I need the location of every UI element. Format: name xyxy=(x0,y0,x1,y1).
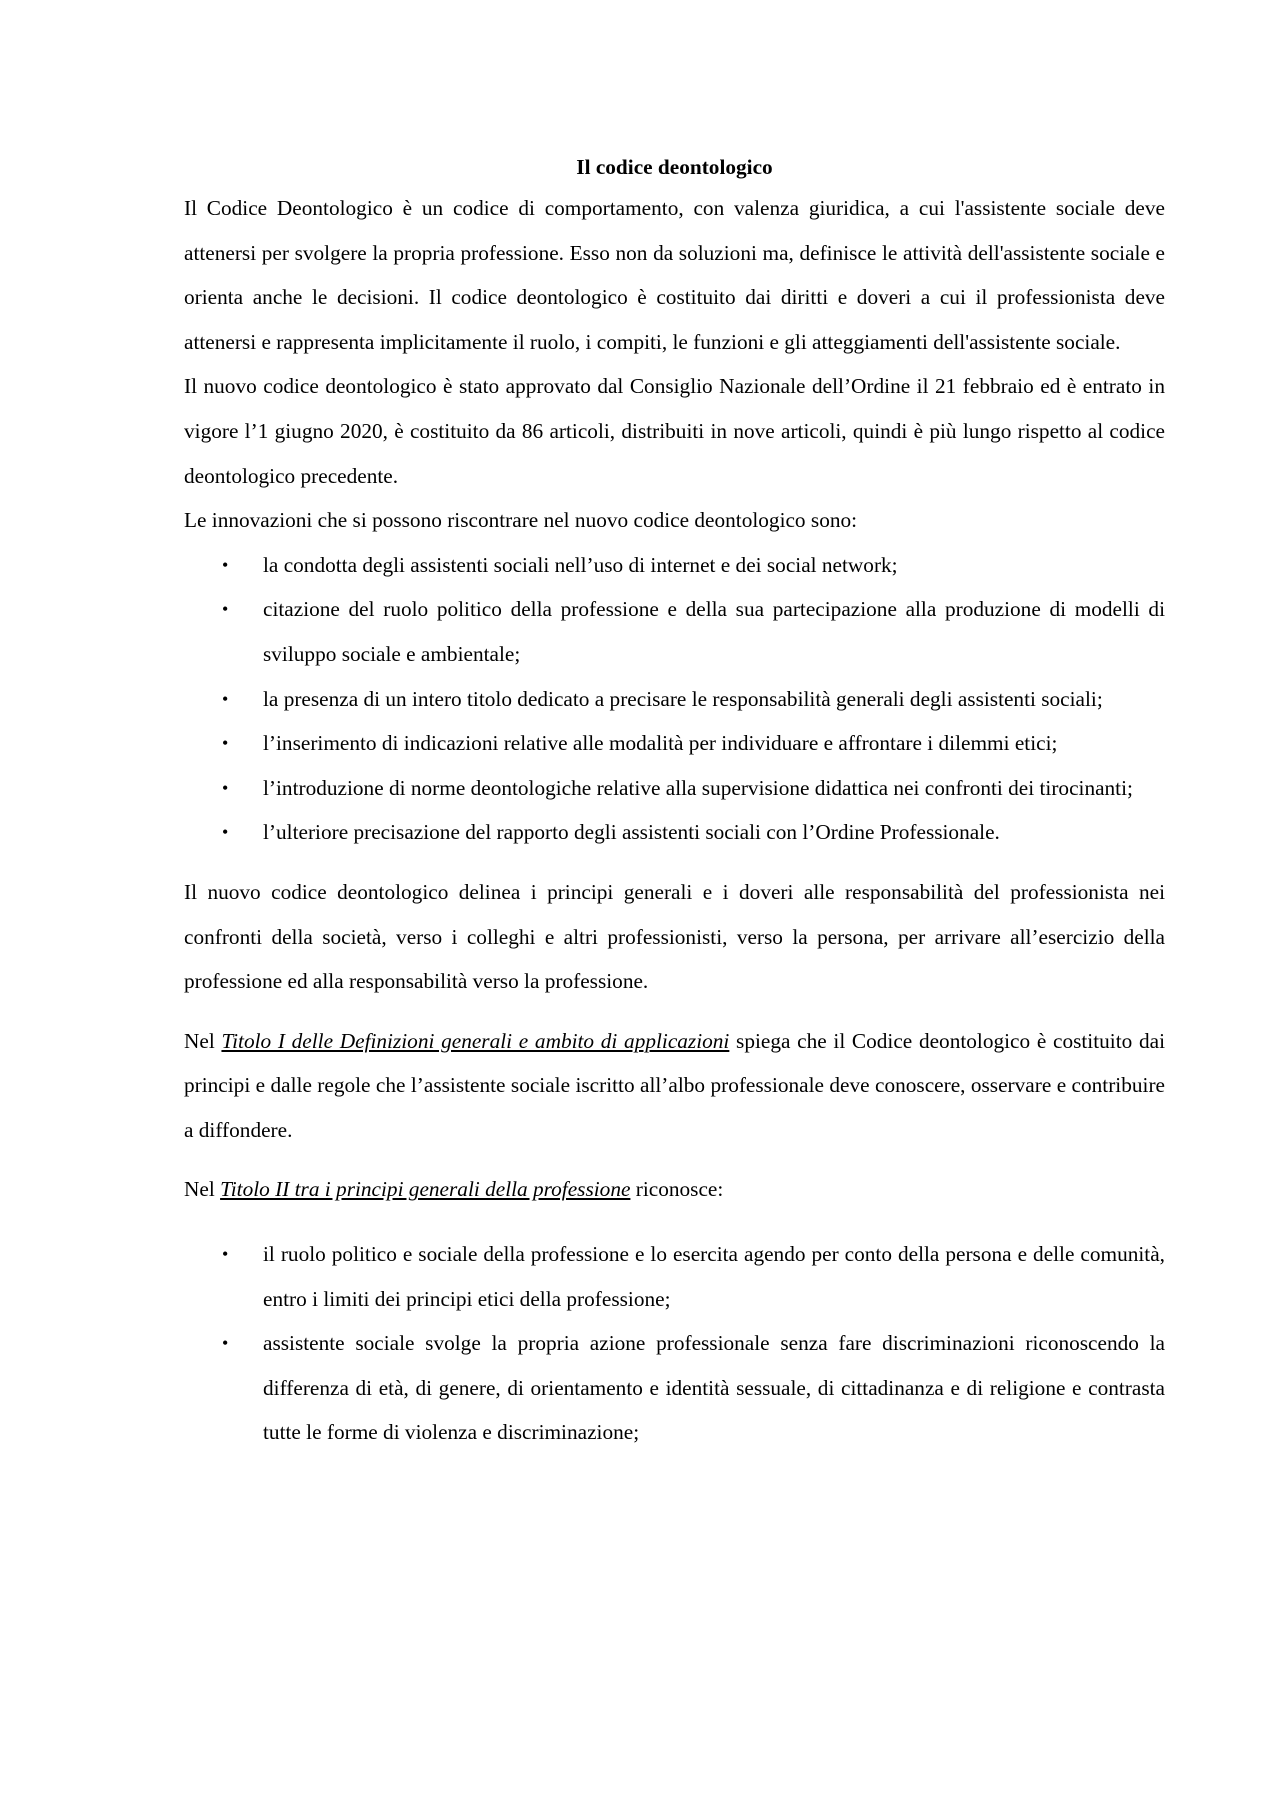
list-item-text: l’ulteriore precisazione del rapporto degli assistenti sociali con l’Ordine Professionale. xyxy=(263,820,1000,845)
list-item-text: l’introduzione di norme deontologiche relative alla supervisione didattica nei confronti dei tirocinanti; xyxy=(263,775,1133,800)
document-page xyxy=(184,148,1165,1455)
list-item-text: il ruolo politico e sociale della professione e lo esercita agendo per conto della persona e delle comunità, entro i limiti dei principi etici della professione; xyxy=(263,1242,1165,1311)
list-item xyxy=(184,543,1165,588)
list-item-text: la condotta degli assistenti sociali nell’uso di internet e dei social network; xyxy=(263,552,898,577)
titolo-1-text: spiega che il Codice deontologico è costituito dai principi e dalle regole che l’assistente sociale iscritto all’albo professionale deve conoscere, osservare e contribuire a diffondere. xyxy=(184,1028,1165,1142)
bullet-icon: • xyxy=(222,1333,229,1354)
list-item xyxy=(184,587,1165,676)
list-item xyxy=(184,677,1165,722)
intro-paragraph: Il nuovo codice deontologico è stato approvato dal Consiglio Nazionale dell’Ordine il 21 febbraio ed è entrato in vigore l’1 giugno 2020, è costituito da 86 articoli, distribuiti in nove articoli, quindi è più lungo rispetto al codice deontologico precedente. xyxy=(184,374,1165,488)
intro-paragraph: Il Codice Deontologico è un codice di comportamento, con valenza giuridica, a cui l'assistente sociale deve attenersi per svolgere la propria professione. Esso non da soluzioni ma, definisce le attività dell'assistente sociale e orienta anche le decisioni. Il codice deontologico è costituito dai diritti e doveri a cui il professionista deve attenersi e rappresenta implicitamente il ruolo, i compiti, le funzioni e gli atteggiamenti dell'assistente sociale. xyxy=(184,196,1165,354)
titolo-1-prefix: Nel xyxy=(184,1028,222,1053)
list-item-text: citazione del ruolo politico della professione e della sua partecipazione alla produzione di modelli di sviluppo sociale e ambientale; xyxy=(263,597,1165,666)
innovations-list xyxy=(184,543,1165,855)
list-item xyxy=(184,810,1165,855)
titolo-2-prefix: Nel xyxy=(184,1177,221,1202)
titolo-2-paragraph xyxy=(184,1167,1165,1212)
titolo-2-text: riconosce: xyxy=(630,1177,724,1202)
list-item xyxy=(184,1232,1165,1321)
bullet-icon: • xyxy=(222,599,229,620)
bullet-icon: • xyxy=(222,688,229,709)
list-item xyxy=(184,1321,1165,1455)
intro-paragraph: Le innovazioni che si possono riscontrare nel nuovo codice deontologico sono: xyxy=(184,508,858,533)
principles-paragraph: Il nuovo codice deontologico delinea i principi generali e i doveri alle responsabilità del professionista nei confronti della società, verso i colleghi e altri professionisti, verso la persona, per arrivare all’esercizio della professione ed alla responsabilità verso la professione. xyxy=(184,879,1165,994)
bullet-icon: • xyxy=(222,554,229,575)
list-item-text: la presenza di un intero titolo dedicato a precisare le responsabilità generali degli assistenti sociali; xyxy=(263,686,1103,711)
bullet-icon: • xyxy=(222,1244,229,1265)
list-item xyxy=(184,766,1165,811)
titolo-1-paragraph xyxy=(184,1019,1165,1153)
document-title: Il codice deontologico xyxy=(576,155,773,179)
bullet-icon: • xyxy=(222,777,229,798)
bullet-icon: • xyxy=(222,733,229,754)
list-item-text: l’inserimento di indicazioni relative alle modalità per individuare e affrontare i dilemmi etici; xyxy=(263,731,1058,756)
principles-list xyxy=(184,1232,1165,1455)
titolo-1-link[interactable]: Titolo I delle Definizioni generali e ambito di applicazioni xyxy=(221,1028,730,1053)
bullet-icon: • xyxy=(222,822,229,843)
list-item xyxy=(184,721,1165,766)
titolo-2-link[interactable]: Titolo II tra i principi generali della professione xyxy=(220,1177,631,1202)
list-item-text: assistente sociale svolge la propria azione professionale senza fare discriminazioni riconoscendo la differenza di età, di genere, di orientamento e identità sessuale, di cittadinanza e di religione e contrasta tutte le forme di violenza e discriminazione; xyxy=(263,1331,1165,1445)
